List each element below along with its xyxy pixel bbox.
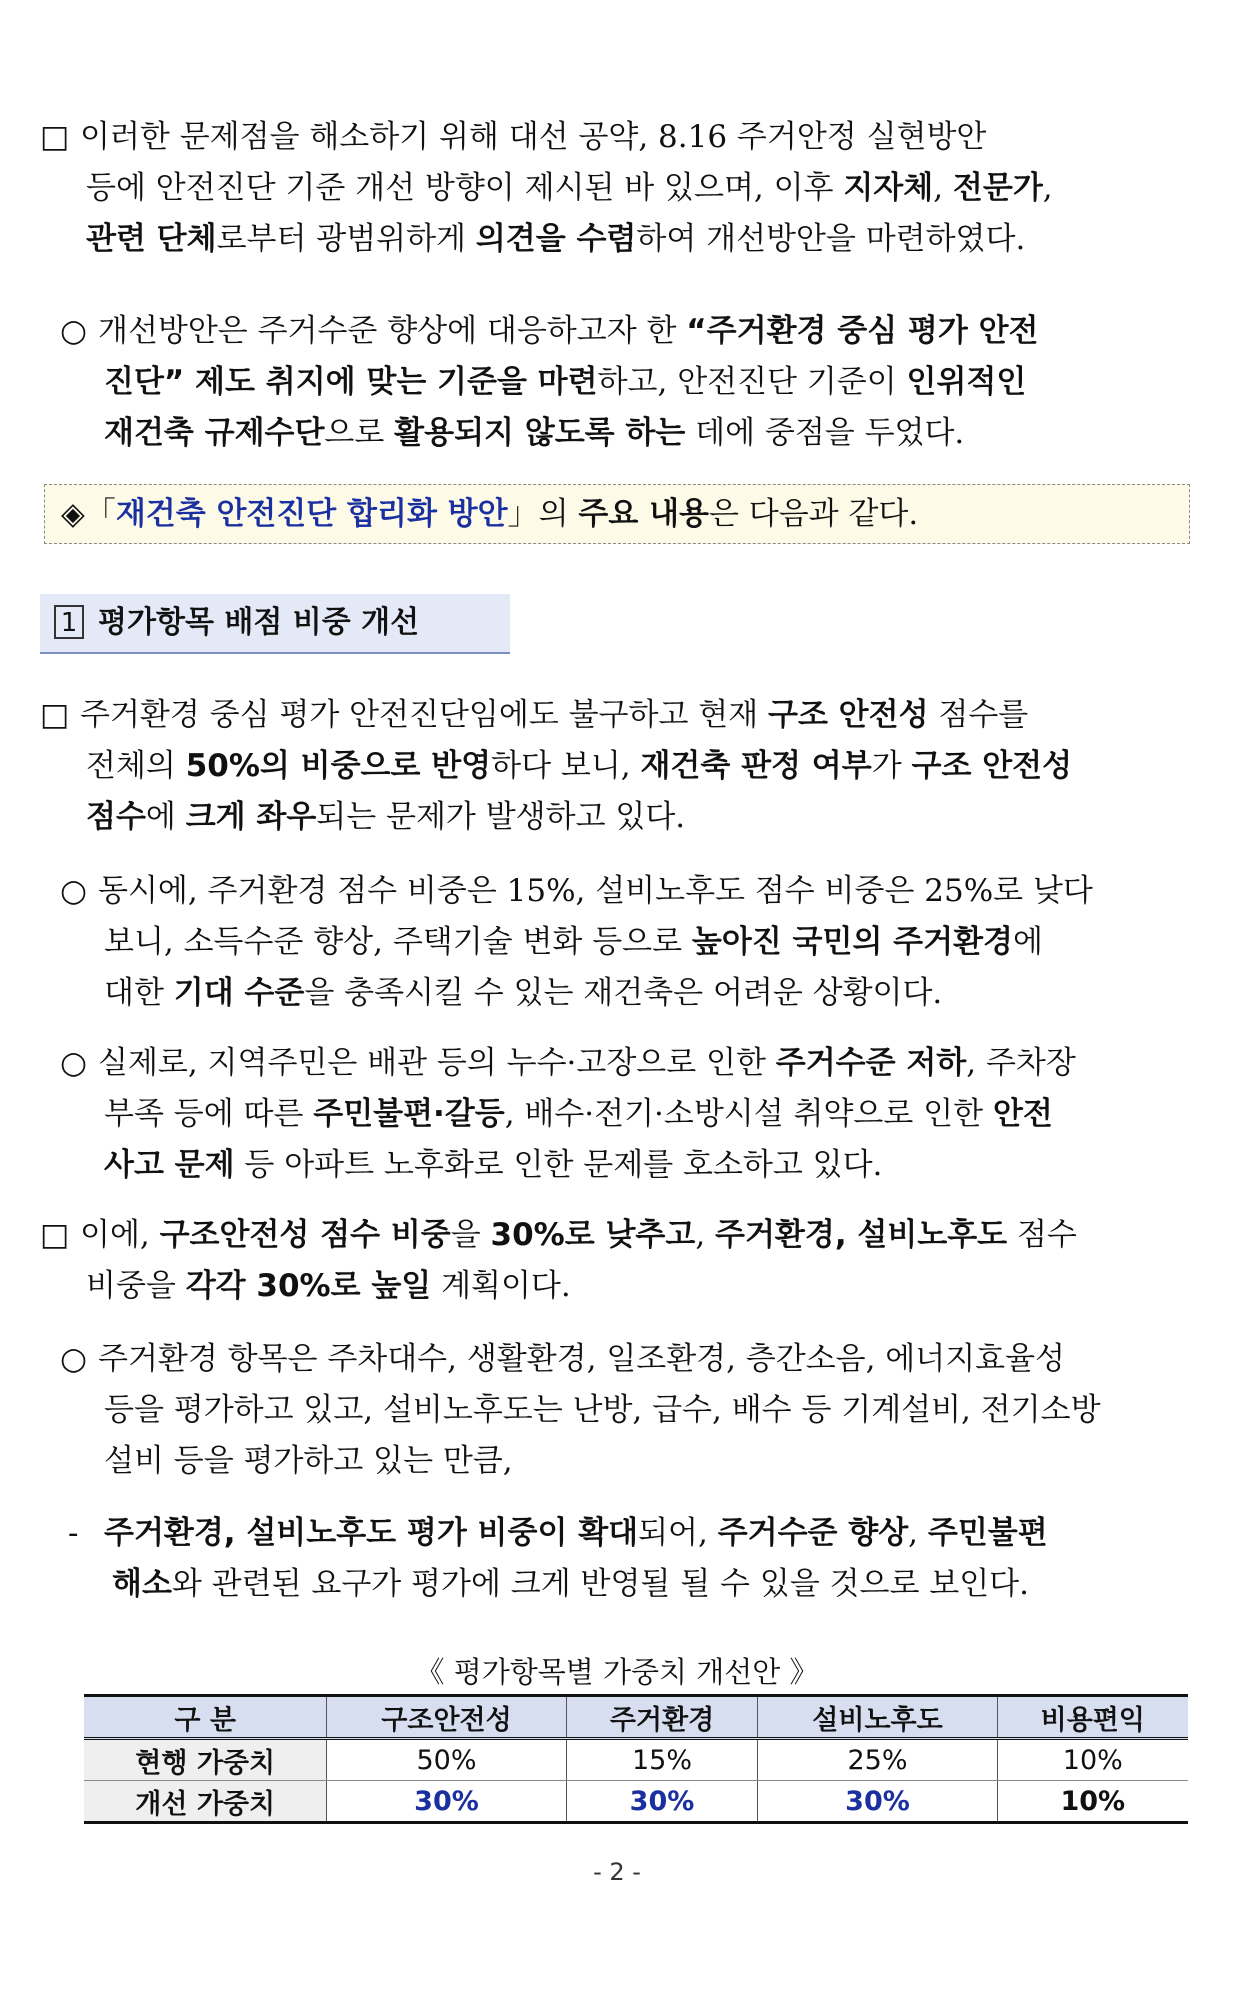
section-title: 평가항목 배점 비중 개선 [98, 605, 420, 640]
table-row [84, 1781, 1188, 1823]
table-caption: 《 평가항목별 가중치 개선안 》 [415, 1655, 819, 1689]
row-label: 개선 가중치 [84, 1781, 327, 1823]
paragraph-new-weights: □ 이에, 구조안전성 점수 비중을 30%로 낮추고, 주거환경, 설비노후도 점수 비중을 각각 30%로 높일 계획이다. [40, 1210, 1200, 1312]
table-cell: 10% [997, 1739, 1188, 1781]
header-cost-benefit: 비용편익 [997, 1696, 1188, 1739]
sub-paragraph-expected-effect: - 주거환경, 설비노후도 평가 비중이 확대되어, 주거수준 향상, 주민불편 해소와 관련된 요구가 평가에 크게 반영될 될 수 있을 것으로 보인다. [68, 1508, 1228, 1610]
circle-bullet: ○ [60, 873, 88, 909]
table-row [84, 1739, 1188, 1781]
plan-title: 재건축 안전진단 합리화 방안 [115, 496, 508, 532]
sub-paragraph-evaluation-items: ○ 주거환경 항목은 주차대수, 생활환경, 일조환경, 층간소음, 에너지효율성 등을 평가하고 있고, 설비노후도는 난방, 급수, 배수 등 기계설비, 전기소방 설비 등을 평가하고 있는 만큼, [60, 1334, 1220, 1487]
header-structure: 구조안전성 [327, 1696, 566, 1739]
circle-bullet: ○ [60, 1341, 88, 1377]
box-bullet: □ [40, 697, 70, 733]
box-bullet: □ [40, 119, 70, 155]
table-cell: 10% [997, 1781, 1188, 1823]
summary-highlight-box: ◈「재건축 안전진단 합리화 방안」의 주요 내용은 다음과 같다. [44, 484, 1190, 544]
dash-bullet: - [68, 1515, 79, 1551]
table-cell: 30% [758, 1781, 997, 1823]
table-header-row [84, 1696, 1188, 1739]
diamond-bullet-icon: ◈ [61, 496, 85, 532]
circle-bullet: ○ [60, 313, 88, 349]
row-label: 현행 가중치 [84, 1739, 327, 1781]
table-cell: 50% [327, 1739, 566, 1781]
header-environment: 주거환경 [566, 1696, 758, 1739]
table-cell: 15% [566, 1739, 758, 1781]
page-number: - 2 - [593, 1858, 641, 1886]
table-cell: 25% [758, 1739, 997, 1781]
intro-paragraph: □ 이러한 문제점을 해소하기 위해 대선 공약, 8.16 주거안정 실현방안 등에 안전진단 기준 개선 방향이 제시된 바 있으며, 이후 지자체, 전문가, 관련 단체로부터 광범위하게 의견을 수렴하여 개선방안을 마련하였다. [40, 112, 1200, 265]
box-bullet: □ [40, 1217, 70, 1253]
sub-paragraph-weights: ○ 동시에, 주거환경 점수 비중은 15%, 설비노후도 점수 비중은 25%로 낮다 보니, 소득수준 향상, 주택기술 변화 등으로 높아진 국민의 주거환경에 대한 기대 수준을 충족시킬 수 있는 재건축은 어려운 상황이다. [60, 866, 1220, 1019]
circle-bullet: ○ [60, 1045, 88, 1081]
section-heading [40, 594, 510, 654]
intro-sub-paragraph: ○ 개선방안은 주거수준 향상에 대응하고자 한 “주거환경 중심 평가 안전 진단” 제도 취지에 맞는 기준을 마련하고, 안전진단 기준이 인위적인 재건축 규제수단으로 활용되지 않도록 하는 데에 중점을 두었다. [60, 306, 1220, 459]
sub-paragraph-residents: ○ 실제로, 지역주민은 배관 등의 누수·고장으로 인한 주거수준 저하, 주차장 부족 등에 따른 주민불편·갈등, 배수·전기·소방시설 취약으로 인한 안전 사고 문제 등 아파트 노후화로 인한 문제를 호소하고 있다. [60, 1038, 1220, 1191]
table-cell: 30% [327, 1781, 566, 1823]
paragraph-structure-weight: □ 주거환경 중심 평가 안전진단임에도 불구하고 현재 구조 안전성 점수를 전체의 50%의 비중으로 반영하다 보니, 재건축 판정 여부가 구조 안전성 점수에 크게 좌우되는 문제가 발생하고 있다. [40, 690, 1200, 843]
section-number: 1 [54, 605, 84, 639]
header-category: 구 분 [84, 1696, 327, 1739]
table-cell: 30% [566, 1781, 758, 1823]
header-facility: 설비노후도 [758, 1696, 997, 1739]
weights-table [84, 1694, 1188, 1824]
